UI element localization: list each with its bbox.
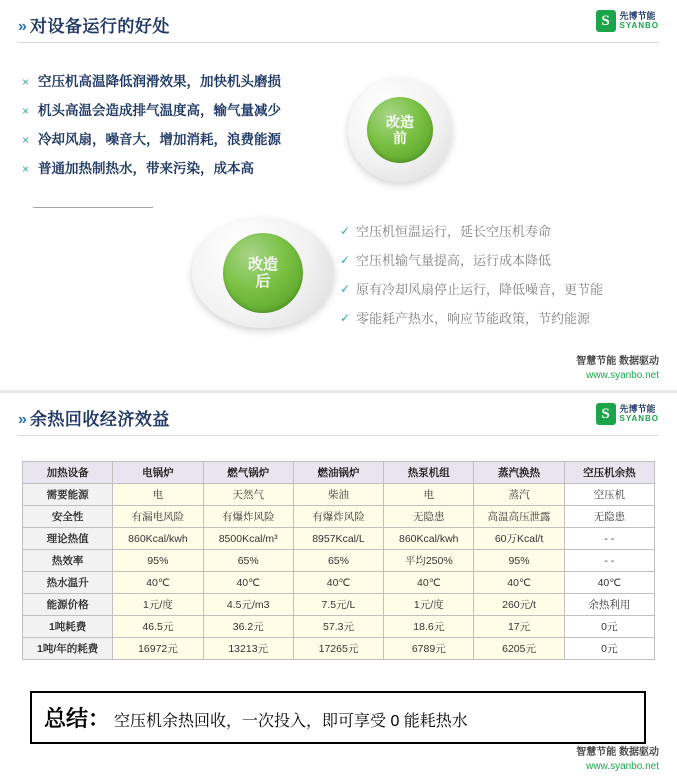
logo-text bbox=[620, 405, 660, 423]
after-label-line1: 改造 bbox=[247, 255, 278, 273]
table-row bbox=[23, 572, 655, 594]
table-cell: - - bbox=[564, 528, 654, 550]
footer-tagline: 智慧节能 数据驱动 bbox=[576, 747, 659, 758]
column-header: 蒸汽换热 bbox=[474, 462, 564, 484]
table-row bbox=[23, 594, 655, 616]
before-label-line2: 前 bbox=[393, 130, 407, 146]
slide1-header bbox=[0, 0, 677, 48]
table-cell: 17265元 bbox=[293, 638, 383, 660]
table-cell: 40℃ bbox=[384, 572, 474, 594]
comparison-table bbox=[22, 461, 655, 660]
table-cell: 260元/t bbox=[474, 594, 564, 616]
chevron-right-icon: » bbox=[18, 18, 24, 35]
table-cell: 1元/度 bbox=[384, 594, 474, 616]
table-cell: 8500Kcal/m³ bbox=[203, 528, 293, 550]
table-cell: 65% bbox=[293, 550, 383, 572]
column-header: 加热设备 bbox=[23, 462, 113, 484]
logo-chinese: 先博节能 bbox=[619, 404, 656, 415]
table-row bbox=[23, 638, 655, 660]
summary-text: 空压机余热回收，一次投入，即可享受 0 能耗热水 bbox=[114, 713, 468, 730]
slide2-title-text: 余热回收经济效益 bbox=[29, 410, 170, 429]
row-header: 1吨耗费 bbox=[23, 616, 113, 638]
table-cell: 4.5元/m3 bbox=[203, 594, 293, 616]
table-row bbox=[23, 484, 655, 506]
footer-url[interactable]: www.syanbo.net bbox=[586, 369, 659, 381]
list-item-label: 机头高温会造成排气温度高，输气量减少 bbox=[38, 103, 281, 118]
list-item-label: 零能耗产热水，响应节能政策，节约能源 bbox=[356, 311, 591, 326]
column-header: 热泵机组 bbox=[384, 462, 474, 484]
summary-label: 总结： bbox=[44, 706, 111, 731]
logo-mark-icon: S bbox=[596, 403, 616, 425]
table-cell: 高温高压泄露 bbox=[474, 506, 564, 528]
table-cell: 36.2元 bbox=[203, 616, 293, 638]
table-cell: 40℃ bbox=[474, 572, 564, 594]
slide-benefits bbox=[0, 0, 677, 390]
row-header: 热水温升 bbox=[23, 572, 113, 594]
table-cell: 0元 bbox=[564, 616, 654, 638]
table-cell: 有爆炸风险 bbox=[293, 506, 383, 528]
header-divider bbox=[18, 435, 659, 436]
after-badge-inner bbox=[223, 233, 303, 313]
summary-callout bbox=[30, 691, 646, 744]
table-cell: 40℃ bbox=[293, 572, 383, 594]
table-cell: 95% bbox=[474, 550, 564, 572]
table-cell: 860Kcal/kwh bbox=[384, 528, 474, 550]
table-cell: 无隐患 bbox=[384, 506, 474, 528]
list-item-label: 冷却风扇，噪音大，增加消耗，浪费能源 bbox=[38, 132, 281, 147]
table-cell: 57.3元 bbox=[293, 616, 383, 638]
before-badge bbox=[348, 78, 452, 182]
list-item bbox=[340, 251, 670, 270]
drawbacks-list bbox=[22, 72, 352, 188]
table-row bbox=[23, 506, 655, 528]
table-cell: 柴油 bbox=[293, 484, 383, 506]
table-cell: 0元 bbox=[564, 638, 654, 660]
after-label-line2: 后 bbox=[255, 273, 271, 290]
check-icon: ✓ bbox=[340, 311, 351, 325]
header-divider bbox=[18, 42, 659, 43]
column-header: 燃油锅炉 bbox=[293, 462, 383, 484]
table-cell: 无隐患 bbox=[564, 506, 654, 528]
list-item bbox=[22, 72, 352, 92]
row-header: 1吨/年的耗费 bbox=[23, 638, 113, 660]
logo-english: SYANBO bbox=[619, 20, 659, 30]
before-badge-inner bbox=[367, 97, 433, 163]
table-cell: 60万Kcal/t bbox=[474, 528, 564, 550]
benefits-list bbox=[340, 222, 670, 338]
table-cell: 16972元 bbox=[113, 638, 203, 660]
table-row bbox=[23, 550, 655, 572]
table-header-row bbox=[23, 462, 655, 484]
table-cell: 40℃ bbox=[564, 572, 654, 594]
check-icon: ✓ bbox=[340, 253, 351, 267]
cross-icon: × bbox=[22, 133, 30, 147]
list-item-label: 原有冷却风扇停止运行，降低噪音，更节能 bbox=[356, 282, 604, 297]
brand-logo bbox=[596, 10, 660, 32]
table-cell: 7.5元/L bbox=[293, 594, 383, 616]
page-title bbox=[18, 405, 170, 430]
table-cell: 860Kcal/kwh bbox=[113, 528, 203, 550]
table-row bbox=[23, 528, 655, 550]
list-item-label: 空压机输气量提高，运行成本降低 bbox=[356, 253, 552, 268]
list-item bbox=[340, 280, 670, 299]
table-row bbox=[23, 616, 655, 638]
row-header: 热效率 bbox=[23, 550, 113, 572]
table-cell: 13213元 bbox=[203, 638, 293, 660]
table-cell: 天然气 bbox=[203, 484, 293, 506]
slide-economics bbox=[0, 390, 677, 781]
table-cell: 8957Kcal/L bbox=[293, 528, 383, 550]
list-item-label: 空压机高温降低润滑效果，加快机头磨损 bbox=[38, 74, 281, 89]
table-cell: 65% bbox=[203, 550, 293, 572]
logo-chinese: 先博节能 bbox=[619, 11, 656, 22]
list-item bbox=[340, 222, 670, 241]
page-title bbox=[18, 12, 170, 37]
table-cell: 18.6元 bbox=[384, 616, 474, 638]
row-header: 安全性 bbox=[23, 506, 113, 528]
list-item bbox=[22, 130, 352, 150]
column-header: 燃气锅炉 bbox=[203, 462, 293, 484]
before-label-line1: 改造 bbox=[386, 113, 414, 130]
logo-mark-icon: S bbox=[596, 10, 616, 32]
footer-url[interactable]: www.syanbo.net bbox=[586, 760, 659, 772]
table-cell: 6205元 bbox=[474, 638, 564, 660]
column-header: 空压机余热 bbox=[564, 462, 654, 484]
slide2-header bbox=[0, 393, 677, 441]
cross-icon: × bbox=[22, 75, 30, 89]
check-icon: ✓ bbox=[340, 224, 351, 238]
slide1-title-text: 对设备运行的好处 bbox=[29, 17, 170, 36]
footer-tagline: 智慧节能 数据驱动 bbox=[576, 356, 659, 367]
logo-text bbox=[620, 12, 660, 30]
table-cell: 6789元 bbox=[384, 638, 474, 660]
check-icon: ✓ bbox=[340, 282, 351, 296]
after-badge bbox=[192, 218, 334, 328]
table-cell: 1元/度 bbox=[113, 594, 203, 616]
table-cell: 平均250% bbox=[384, 550, 474, 572]
logo-english: SYANBO bbox=[619, 413, 659, 423]
table-cell: 电 bbox=[113, 484, 203, 506]
list-item bbox=[340, 309, 670, 328]
table-cell: 17元 bbox=[474, 616, 564, 638]
slide2-footer bbox=[576, 746, 659, 773]
table-cell: 空压机 bbox=[564, 484, 654, 506]
cross-icon: × bbox=[22, 104, 30, 118]
table-cell: 46.5元 bbox=[113, 616, 203, 638]
table-cell: 95% bbox=[113, 550, 203, 572]
list-item bbox=[22, 159, 352, 179]
section-divider bbox=[33, 207, 153, 208]
slide1-footer bbox=[576, 355, 659, 382]
brand-logo bbox=[596, 403, 660, 425]
table-cell: 有漏电风险 bbox=[113, 506, 203, 528]
cross-icon: × bbox=[22, 162, 30, 176]
list-item bbox=[22, 101, 352, 121]
table-cell: 蒸汽 bbox=[474, 484, 564, 506]
table-cell: 40℃ bbox=[113, 572, 203, 594]
table-cell: 电 bbox=[384, 484, 474, 506]
chevron-right-icon: » bbox=[18, 411, 24, 428]
list-item-label: 空压机恒温运行，延长空压机寿命 bbox=[356, 224, 552, 239]
row-header: 能源价格 bbox=[23, 594, 113, 616]
column-header: 电锅炉 bbox=[113, 462, 203, 484]
table-cell: 40℃ bbox=[203, 572, 293, 594]
table-cell: 余热利用 bbox=[564, 594, 654, 616]
row-header: 理论热值 bbox=[23, 528, 113, 550]
table-cell: - - bbox=[564, 550, 654, 572]
row-header: 需要能源 bbox=[23, 484, 113, 506]
list-item-label: 普通加热制热水，带来污染，成本高 bbox=[38, 161, 254, 176]
comparison-table-wrap bbox=[22, 461, 655, 660]
table-cell: 有爆炸风险 bbox=[203, 506, 293, 528]
